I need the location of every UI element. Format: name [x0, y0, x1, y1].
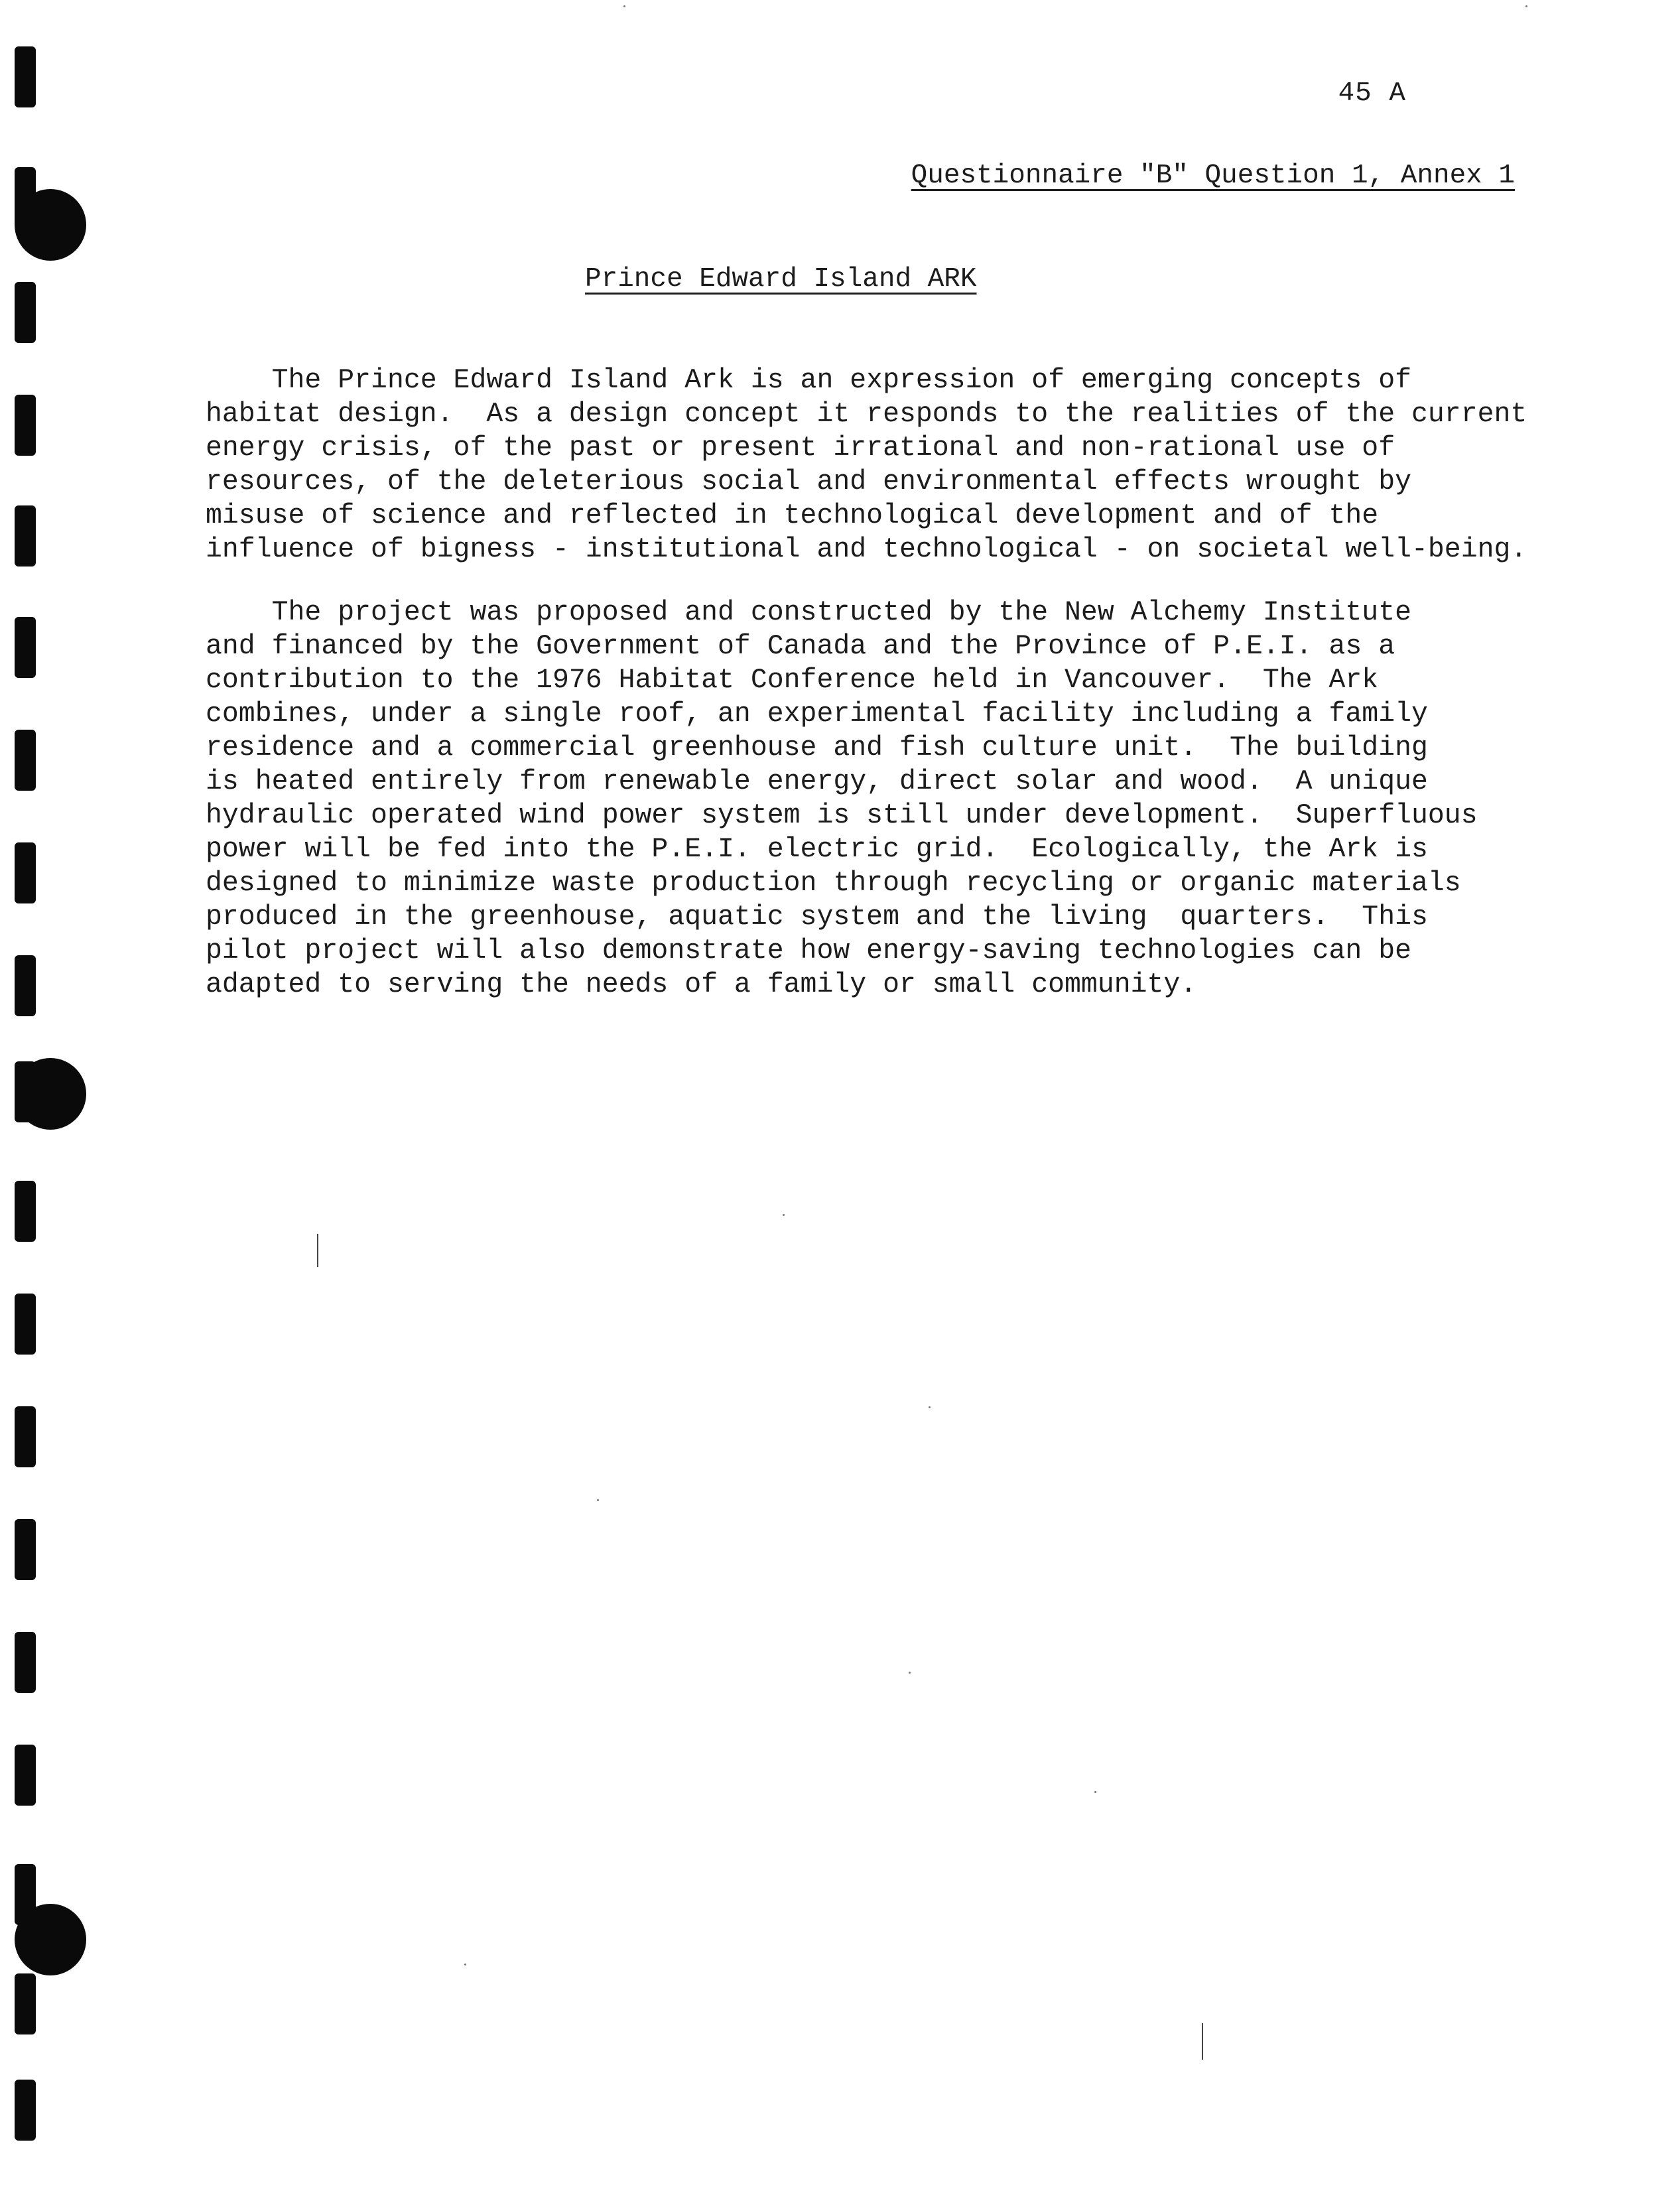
- text-line: habitat design. As a design concept it responds to the realities of the current: [206, 399, 1527, 430]
- scan-speck: [597, 1499, 599, 1501]
- scan-artifact: [317, 1234, 318, 1267]
- text-line: residence and a commercial greenhouse and fish culture unit. The building: [206, 732, 1428, 764]
- scan-speck: [909, 1672, 911, 1674]
- binding-mark: [15, 505, 36, 566]
- text-line: and financed by the Government of Canada and the Province of P.E.I. as a: [206, 631, 1395, 662]
- text-line: pilot project will also demonstrate how energy-saving technologies can be: [206, 935, 1411, 966]
- text-line: contribution to the 1976 Habitat Conference held in Vancouver. The Ark: [206, 665, 1379, 696]
- text-line: combines, under a single roof, an experimental facility including a family: [206, 699, 1428, 730]
- text-line: misuse of science and reflected in technological development and of the: [206, 500, 1379, 531]
- scan-artifact: [1202, 2023, 1203, 2060]
- binding-mark: [15, 1181, 36, 1242]
- scan-speck: [929, 1406, 931, 1408]
- text-line: influence of bigness - institutional and technological - on societal well-being.: [206, 534, 1527, 565]
- binding-mark: [15, 955, 36, 1016]
- text-line: The Prince Edward Island Ark is an expression of emerging concepts of: [206, 365, 1411, 396]
- paragraph-1: [206, 364, 1539, 566]
- text-line: hydraulic operated wind power system is still under development. Superfluous: [206, 800, 1478, 831]
- binding-hole: [15, 1904, 86, 1975]
- binding-mark: [15, 46, 36, 107]
- binding-mark: [15, 1632, 36, 1693]
- binding-mark: [15, 842, 36, 903]
- binding-mark: [15, 395, 36, 456]
- binding-mark: [15, 2080, 36, 2141]
- binding-hole: [15, 189, 86, 261]
- binding-mark: [15, 730, 36, 791]
- binding-mark: [15, 617, 36, 678]
- binding-mark: [15, 1973, 36, 2034]
- binding-mark: [15, 1519, 36, 1580]
- text-line: designed to minimize waste production through recycling or organic materials: [206, 868, 1461, 899]
- text-line: is heated entirely from renewable energy, direct solar and wood. A unique: [206, 766, 1428, 797]
- scan-speck: [783, 1214, 785, 1216]
- annex-reference: Questionnaire "B" Question 1, Annex 1: [911, 161, 1515, 191]
- paragraph-2: [206, 596, 1539, 1002]
- text-line: The project was proposed and constructed by the New Alchemy Institute: [206, 597, 1411, 628]
- scan-speck: [1094, 1791, 1096, 1793]
- text-line: resources, of the deleterious social and environmental effects wrought by: [206, 466, 1411, 498]
- page-title: Prince Edward Island ARK: [585, 264, 977, 295]
- text-line: energy crisis, of the past or present irrational and non-rational use of: [206, 433, 1395, 464]
- scan-speck: [623, 5, 625, 7]
- text-line: adapted to serving the needs of a family or small community.: [206, 969, 1197, 1000]
- binding-mark: [15, 282, 36, 343]
- text-line: power will be fed into the P.E.I. electric grid. Ecologically, the Ark is: [206, 834, 1428, 865]
- text-line: produced in the greenhouse, aquatic system and the living quarters. This: [206, 901, 1428, 933]
- binding-hole: [15, 1058, 86, 1130]
- page-number: 45 A: [1338, 78, 1406, 109]
- binding-mark: [15, 1745, 36, 1806]
- scan-speck: [1525, 5, 1527, 7]
- binding-mark: [15, 1406, 36, 1467]
- binding-mark: [15, 1294, 36, 1355]
- scan-speck: [464, 1964, 466, 1966]
